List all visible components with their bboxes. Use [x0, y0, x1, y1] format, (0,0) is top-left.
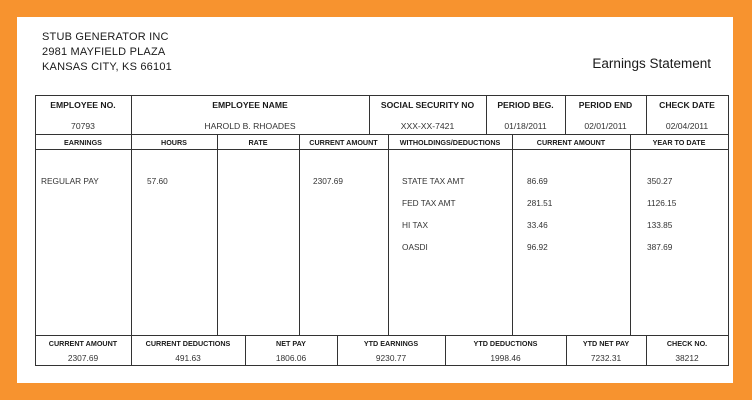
footer-current-amount: 2307.69 — [67, 353, 99, 363]
footer-check-no-label: CHECK NO. — [666, 339, 708, 348]
column-divider — [630, 134, 631, 335]
deduction-ytd: 350.27 — [647, 176, 673, 186]
table-left-rule — [35, 95, 36, 366]
employee-name-value: HAROLD B. RHOADES — [204, 121, 296, 131]
col-year-to-date: YEAR TO DATE — [652, 138, 706, 147]
ssn-value: XXX-XX-7421 — [400, 121, 455, 131]
earnings-hours: 57.60 — [147, 176, 168, 186]
footer-net-pay: 1806.06 — [275, 353, 307, 363]
earnings-current-amount: 2307.69 — [313, 176, 343, 186]
ssn-label: SOCIAL SECURITY NO — [380, 100, 475, 110]
table-top-rule — [35, 95, 729, 96]
deduction-ytd: 133.85 — [647, 220, 673, 230]
deduction-current: 96.92 — [527, 242, 548, 252]
col-earnings: EARNINGS — [64, 138, 102, 147]
column-divider — [131, 134, 132, 335]
deduction-name: FED TAX AMT — [402, 198, 456, 208]
footer-ytd-earnings-label: YTD EARNINGS — [363, 339, 419, 348]
table-bottom-rule — [35, 365, 729, 366]
column-divider — [217, 134, 218, 335]
column-head-rule — [35, 149, 729, 150]
footer-ytd-net-pay: 7232.31 — [590, 353, 622, 363]
deduction-name: HI TAX — [402, 220, 428, 230]
statement-title: Earnings Statement — [592, 56, 711, 71]
footer-ytd-earnings: 9230.77 — [375, 353, 407, 363]
deduction-current: 281.51 — [527, 198, 553, 208]
earnings-type: REGULAR PAY — [41, 176, 99, 186]
period-end-label: PERIOD END — [578, 100, 633, 110]
deduction-name: STATE TAX AMT — [402, 176, 465, 186]
footer-check-no: 38212 — [675, 353, 699, 363]
period-beg-value: 01/18/2011 — [504, 121, 547, 131]
employee-no-label: EMPLOYEE NO. — [50, 100, 116, 110]
company-name: STUB GENERATOR INC — [42, 31, 169, 43]
footer-ytd-deductions-label: YTD DEDUCTIONS — [473, 339, 538, 348]
deduction-ytd: 1126.15 — [647, 198, 677, 208]
deduction-current: 86.69 — [527, 176, 548, 186]
footer-top-rule — [35, 335, 729, 336]
footer-ytd-net-pay-label: YTD NET PAY — [582, 339, 630, 348]
company-address-line2: KANSAS CITY, KS 66101 — [42, 61, 172, 73]
deduction-current: 33.46 — [527, 220, 548, 230]
footer-current-amount-label: CURRENT AMOUNT — [48, 339, 118, 348]
footer-net-pay-label: NET PAY — [276, 339, 306, 348]
company-address-line1: 2981 MAYFIELD PLAZA — [42, 46, 166, 58]
column-divider — [512, 134, 513, 335]
period-beg-label: PERIOD BEG. — [497, 100, 554, 110]
period-end-value: 02/01/2011 — [584, 121, 627, 131]
col-current-amount: CURRENT AMOUNT — [309, 138, 378, 147]
col-hours: HOURS — [161, 138, 187, 147]
footer-current-deductions: 491.63 — [175, 353, 201, 363]
col-withholdings: WITHOLDINGS/DEDUCTIONS — [399, 138, 501, 147]
col-rate: RATE — [248, 138, 268, 147]
col-current-amount-2: CURRENT AMOUNT — [536, 138, 606, 147]
employee-name-label: EMPLOYEE NAME — [212, 100, 288, 110]
footer-current-deductions-label: CURRENT DEDUCTIONS — [145, 339, 231, 348]
pay-stub-sheet — [17, 17, 733, 383]
deduction-ytd: 387.69 — [647, 242, 673, 252]
column-divider — [388, 134, 389, 335]
check-date-label: CHECK DATE — [659, 100, 715, 110]
deduction-name: OASDI — [402, 242, 428, 252]
header-bottom-rule — [35, 134, 729, 135]
employee-no-value: 70793 — [71, 121, 95, 131]
footer-ytd-deductions: 1998.46 — [490, 353, 521, 363]
check-date-value: 02/04/2011 — [665, 121, 709, 131]
table-right-rule — [728, 95, 729, 366]
column-divider — [299, 134, 300, 335]
